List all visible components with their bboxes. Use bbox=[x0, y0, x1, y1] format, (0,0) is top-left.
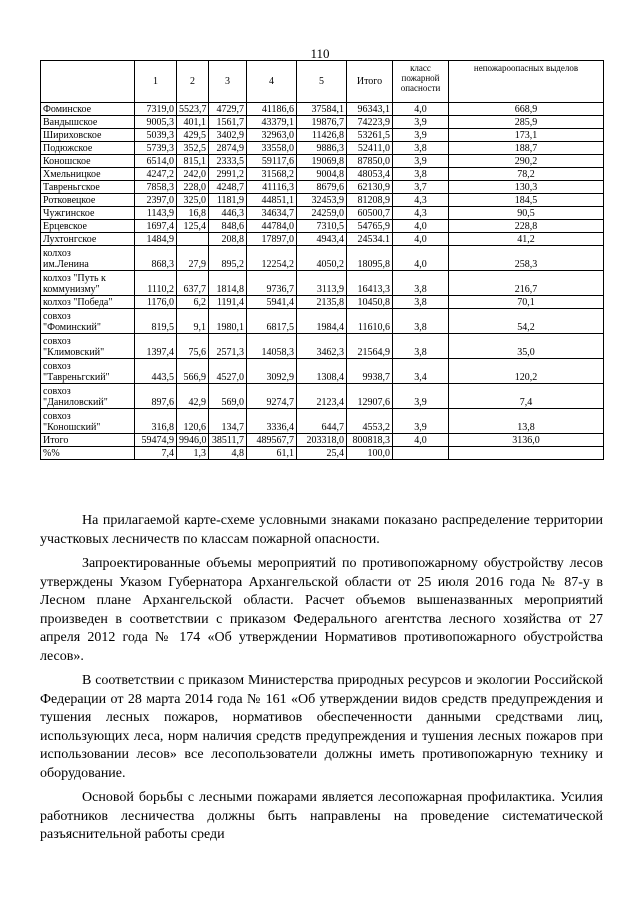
cell-name: совхоз "Тавреньгский" bbox=[41, 359, 135, 384]
cell-name: Подюжское bbox=[41, 142, 135, 155]
header-cell: 4 bbox=[247, 61, 297, 103]
cell-total: 21564,9 bbox=[347, 334, 393, 359]
cell-class-5: 3462,3 bbox=[297, 334, 347, 359]
cell-class-3: 2571,3 bbox=[209, 334, 247, 359]
cell-class-3: 38511,7 bbox=[209, 434, 247, 447]
table-row bbox=[41, 447, 604, 460]
cell-total: 100,0 bbox=[347, 447, 393, 460]
cell-name: Ротковецкое bbox=[41, 194, 135, 207]
table-row bbox=[41, 207, 604, 220]
cell-total: 16413,3 bbox=[347, 271, 393, 296]
cell-class-1: 59474,9 bbox=[135, 434, 177, 447]
table-row bbox=[41, 409, 604, 434]
cell-class-2: 429,5 bbox=[177, 129, 209, 142]
cell-class-5: 203318,0 bbox=[297, 434, 347, 447]
cell-total: 54765,9 bbox=[347, 220, 393, 233]
cell-fire-class: 3,9 bbox=[393, 409, 449, 434]
cell-class-4: 41186,6 bbox=[247, 103, 297, 116]
cell-class-2: 42,9 bbox=[177, 384, 209, 409]
table-row bbox=[41, 116, 604, 129]
page-number: 110 bbox=[310, 46, 330, 61]
cell-class-3: 2991,2 bbox=[209, 168, 247, 181]
cell-total: 11610,6 bbox=[347, 309, 393, 334]
table-row bbox=[41, 384, 604, 409]
cell-fire-class bbox=[393, 447, 449, 460]
cell-fire-class: 3,9 bbox=[393, 384, 449, 409]
cell-fire-class: 3,7 bbox=[393, 181, 449, 194]
cell-class-1: 7319,0 bbox=[135, 103, 177, 116]
cell-total: 12907,6 bbox=[347, 384, 393, 409]
cell-nonfire: 3136,0 bbox=[449, 434, 604, 447]
cell-class-4: 9274,7 bbox=[247, 384, 297, 409]
cell-nonfire: 130,3 bbox=[449, 181, 604, 194]
cell-name: Итого bbox=[41, 434, 135, 447]
cell-class-1: 4247,2 bbox=[135, 168, 177, 181]
cell-total: 800818,3 bbox=[347, 434, 393, 447]
cell-name: %% bbox=[41, 447, 135, 460]
cell-fire-class: 3,8 bbox=[393, 309, 449, 334]
cell-class-2: 401,1 bbox=[177, 116, 209, 129]
cell-class-4: 44784,0 bbox=[247, 220, 297, 233]
cell-class-3: 2333,5 bbox=[209, 155, 247, 168]
cell-class-2: 1,3 bbox=[177, 447, 209, 460]
cell-nonfire: 70,1 bbox=[449, 296, 604, 309]
cell-class-4: 44851,1 bbox=[247, 194, 297, 207]
cell-class-3: 3402,9 bbox=[209, 129, 247, 142]
cell-fire-class: 3,8 bbox=[393, 271, 449, 296]
cell-class-5: 37584,1 bbox=[297, 103, 347, 116]
header-cell: 2 bbox=[177, 61, 209, 103]
paragraph: На прилагаемой карте-схеме условными знаками показано распределение территории участковых лесничеств по классам пожарной опасности. bbox=[40, 513, 603, 547]
cell-class-1: 1176,0 bbox=[135, 296, 177, 309]
cell-total: 24534.1 bbox=[347, 233, 393, 246]
cell-class-3: 569,0 bbox=[209, 384, 247, 409]
cell-class-5: 19069,8 bbox=[297, 155, 347, 168]
cell-total: 87850,0 bbox=[347, 155, 393, 168]
cell-fire-class: 4,0 bbox=[393, 246, 449, 271]
cell-name: Тавреньгское bbox=[41, 181, 135, 194]
cell-class-5: 2135,8 bbox=[297, 296, 347, 309]
cell-nonfire: 258,3 bbox=[449, 246, 604, 271]
cell-nonfire: 173,1 bbox=[449, 129, 604, 142]
cell-class-5: 8679,6 bbox=[297, 181, 347, 194]
cell-class-2: 637,7 bbox=[177, 271, 209, 296]
table-row bbox=[41, 334, 604, 359]
cell-class-2: 125,4 bbox=[177, 220, 209, 233]
table-row bbox=[41, 359, 604, 384]
table-row bbox=[41, 129, 604, 142]
table-row bbox=[41, 309, 604, 334]
cell-name: колхоз им.Ленина bbox=[41, 246, 135, 271]
cell-class-4: 9736,7 bbox=[247, 271, 297, 296]
cell-class-5: 2123,4 bbox=[297, 384, 347, 409]
cell-total: 4553,2 bbox=[347, 409, 393, 434]
cell-class-4: 12254,2 bbox=[247, 246, 297, 271]
cell-class-1: 9005,3 bbox=[135, 116, 177, 129]
cell-class-4: 32963,0 bbox=[247, 129, 297, 142]
cell-class-1: 316,8 bbox=[135, 409, 177, 434]
cell-class-4: 41116,3 bbox=[247, 181, 297, 194]
cell-class-3: 4527,0 bbox=[209, 359, 247, 384]
cell-class-4: 33558,0 bbox=[247, 142, 297, 155]
cell-class-2: 325,0 bbox=[177, 194, 209, 207]
cell-name: совхоз "Коношский" bbox=[41, 409, 135, 434]
cell-class-1: 2397,0 bbox=[135, 194, 177, 207]
cell-total: 48053,4 bbox=[347, 168, 393, 181]
table-row bbox=[41, 233, 604, 246]
cell-class-1: 1143,9 bbox=[135, 207, 177, 220]
table-row bbox=[41, 155, 604, 168]
cell-class-3: 895,2 bbox=[209, 246, 247, 271]
cell-name: Вандышское bbox=[41, 116, 135, 129]
header-cell bbox=[41, 61, 135, 103]
cell-nonfire: 90,5 bbox=[449, 207, 604, 220]
cell-class-2: 815,1 bbox=[177, 155, 209, 168]
cell-class-3: 446,3 bbox=[209, 207, 247, 220]
cell-total: 74223,9 bbox=[347, 116, 393, 129]
cell-nonfire: 35,0 bbox=[449, 334, 604, 359]
cell-class-1: 1484,9 bbox=[135, 233, 177, 246]
cell-fire-class: 3,4 bbox=[393, 359, 449, 384]
cell-nonfire: 41,2 bbox=[449, 233, 604, 246]
cell-name: совхоз "Климовский" bbox=[41, 334, 135, 359]
header-cell: 3 bbox=[209, 61, 247, 103]
table-row bbox=[41, 296, 604, 309]
table-row bbox=[41, 194, 604, 207]
cell-total: 10450,8 bbox=[347, 296, 393, 309]
header-cell: непожароопасных выделов bbox=[449, 61, 604, 103]
cell-total: 62130,9 bbox=[347, 181, 393, 194]
cell-class-2: 566,9 bbox=[177, 359, 209, 384]
cell-name: Коношское bbox=[41, 155, 135, 168]
cell-fire-class: 4,3 bbox=[393, 207, 449, 220]
cell-total: 81208,9 bbox=[347, 194, 393, 207]
cell-name: совхоз "Даниловский" bbox=[41, 384, 135, 409]
body-text bbox=[40, 512, 603, 851]
cell-fire-class: 3,8 bbox=[393, 296, 449, 309]
cell-class-4: 61,1 bbox=[247, 447, 297, 460]
fire-class-table bbox=[40, 60, 604, 460]
cell-nonfire: 290,2 bbox=[449, 155, 604, 168]
cell-nonfire: 285,9 bbox=[449, 116, 604, 129]
cell-class-5: 19876,7 bbox=[297, 116, 347, 129]
cell-class-3: 4729,7 bbox=[209, 103, 247, 116]
paragraph: Запроектированные объемы мероприятий по противопожарному обустройству лесов утверждены Указом Губернатора Архангельской области от 25 июля 2016 года № 87-у в Лесном плане Архангельской области. Расчет объемов вышеназванных мероприятий произведен в соответствии с приказом Федерального агентства лесного хозяйства от 27 апреля 2012 года № 174 «Об утверждении Нормативов противопожарного обустройства лесов». bbox=[40, 556, 603, 664]
cell-class-1: 7,4 bbox=[135, 447, 177, 460]
cell-class-2: 16,8 bbox=[177, 207, 209, 220]
cell-fire-class: 3,9 bbox=[393, 129, 449, 142]
cell-name: совхоз "Фоминский" bbox=[41, 309, 135, 334]
cell-class-5: 25,4 bbox=[297, 447, 347, 460]
cell-class-5: 9886,3 bbox=[297, 142, 347, 155]
cell-class-5: 4943,4 bbox=[297, 233, 347, 246]
cell-total: 53261,5 bbox=[347, 129, 393, 142]
table-body bbox=[41, 103, 604, 460]
cell-class-4: 31568,2 bbox=[247, 168, 297, 181]
paragraph: В соответствии с приказом Министерства природных ресурсов и экологии Российской Федерации от 28 марта 2014 года № 161 «Об утверждении видов средств предупреждения и тушения лесных пожаров, нормативов обеспеченности данными средствами лиц, использующих леса, норм наличия средств предупреждения и тушения лесных пожаров при использовании лесов» все лесопользователи должны иметь противопожарную технику и оборудование. bbox=[40, 673, 603, 781]
cell-class-4: 6817,5 bbox=[247, 309, 297, 334]
cell-name: колхоз "Путь к коммунизму" bbox=[41, 271, 135, 296]
cell-class-5: 1308,4 bbox=[297, 359, 347, 384]
table-row bbox=[41, 103, 604, 116]
cell-class-4: 14058,3 bbox=[247, 334, 297, 359]
cell-class-3: 1980,1 bbox=[209, 309, 247, 334]
table-row bbox=[41, 220, 604, 233]
cell-class-4: 5941,4 bbox=[247, 296, 297, 309]
cell-class-4: 59117,6 bbox=[247, 155, 297, 168]
cell-class-3: 4,8 bbox=[209, 447, 247, 460]
cell-class-5: 644,7 bbox=[297, 409, 347, 434]
cell-total: 18095,8 bbox=[347, 246, 393, 271]
cell-class-2 bbox=[177, 233, 209, 246]
table-row bbox=[41, 181, 604, 194]
cell-fire-class: 4,0 bbox=[393, 220, 449, 233]
cell-class-2: 352,5 bbox=[177, 142, 209, 155]
cell-class-5: 11426,8 bbox=[297, 129, 347, 142]
cell-class-3: 1814,8 bbox=[209, 271, 247, 296]
cell-total: 96343,1 bbox=[347, 103, 393, 116]
cell-nonfire: 228,8 bbox=[449, 220, 604, 233]
cell-class-2: 6,2 bbox=[177, 296, 209, 309]
cell-class-3: 4248,7 bbox=[209, 181, 247, 194]
cell-nonfire: 668,9 bbox=[449, 103, 604, 116]
cell-class-1: 1397,4 bbox=[135, 334, 177, 359]
cell-fire-class: 4,0 bbox=[393, 103, 449, 116]
cell-class-2: 228,0 bbox=[177, 181, 209, 194]
cell-total: 60500,7 bbox=[347, 207, 393, 220]
cell-class-3: 208,8 bbox=[209, 233, 247, 246]
cell-class-2: 9946,0 bbox=[177, 434, 209, 447]
cell-name: Фоминское bbox=[41, 103, 135, 116]
cell-nonfire: 188,7 bbox=[449, 142, 604, 155]
cell-total: 52411,0 bbox=[347, 142, 393, 155]
cell-fire-class: 4,0 bbox=[393, 233, 449, 246]
cell-class-2: 242,0 bbox=[177, 168, 209, 181]
cell-class-4: 489567,7 bbox=[247, 434, 297, 447]
cell-class-5: 4050,2 bbox=[297, 246, 347, 271]
table-row bbox=[41, 271, 604, 296]
cell-class-1: 1697,4 bbox=[135, 220, 177, 233]
cell-nonfire: 120,2 bbox=[449, 359, 604, 384]
cell-class-1: 819,5 bbox=[135, 309, 177, 334]
cell-class-1: 6514,0 bbox=[135, 155, 177, 168]
cell-class-2: 9,1 bbox=[177, 309, 209, 334]
cell-class-5: 24259,0 bbox=[297, 207, 347, 220]
cell-class-1: 868,3 bbox=[135, 246, 177, 271]
cell-class-1: 5739,3 bbox=[135, 142, 177, 155]
paragraph: Основой борьбы с лесными пожарами является лесопожарная профилактика. Усилия работников лесничества должны быть направлены на проведение систематической разъяснительной работы среди bbox=[40, 790, 603, 842]
cell-nonfire: 78,2 bbox=[449, 168, 604, 181]
table-row bbox=[41, 142, 604, 155]
table-row bbox=[41, 168, 604, 181]
cell-name: Хмельницкое bbox=[41, 168, 135, 181]
cell-fire-class: 3,8 bbox=[393, 142, 449, 155]
cell-class-4: 34634,7 bbox=[247, 207, 297, 220]
cell-nonfire: 216,7 bbox=[449, 271, 604, 296]
cell-fire-class: 3,9 bbox=[393, 155, 449, 168]
cell-total: 9938,7 bbox=[347, 359, 393, 384]
cell-name: Лухтонгское bbox=[41, 233, 135, 246]
cell-nonfire: 54,2 bbox=[449, 309, 604, 334]
cell-class-2: 75,6 bbox=[177, 334, 209, 359]
cell-class-2: 5523,7 bbox=[177, 103, 209, 116]
cell-name: Шириховское bbox=[41, 129, 135, 142]
cell-fire-class: 3,8 bbox=[393, 334, 449, 359]
cell-class-3: 1561,7 bbox=[209, 116, 247, 129]
cell-class-1: 1110,2 bbox=[135, 271, 177, 296]
cell-class-1: 897,6 bbox=[135, 384, 177, 409]
cell-nonfire: 184,5 bbox=[449, 194, 604, 207]
cell-fire-class: 4,0 bbox=[393, 434, 449, 447]
cell-fire-class: 3,9 bbox=[393, 116, 449, 129]
cell-class-5: 1984,4 bbox=[297, 309, 347, 334]
table-header-row bbox=[41, 61, 604, 103]
cell-class-3: 1191,4 bbox=[209, 296, 247, 309]
cell-nonfire: 13,8 bbox=[449, 409, 604, 434]
cell-class-3: 2874,9 bbox=[209, 142, 247, 155]
cell-class-5: 7310,5 bbox=[297, 220, 347, 233]
header-cell: Итого bbox=[347, 61, 393, 103]
cell-name: Чужгинское bbox=[41, 207, 135, 220]
cell-class-5: 3113,9 bbox=[297, 271, 347, 296]
header-cell: 5 bbox=[297, 61, 347, 103]
cell-name: Ерцевское bbox=[41, 220, 135, 233]
header-cell: класс пожарной опасности bbox=[393, 61, 449, 103]
cell-class-3: 848,6 bbox=[209, 220, 247, 233]
cell-class-2: 120,6 bbox=[177, 409, 209, 434]
cell-class-4: 3336,4 bbox=[247, 409, 297, 434]
cell-class-1: 443,5 bbox=[135, 359, 177, 384]
cell-class-1: 7858,3 bbox=[135, 181, 177, 194]
cell-class-1: 5039,3 bbox=[135, 129, 177, 142]
cell-class-3: 1181,9 bbox=[209, 194, 247, 207]
cell-class-5: 9004,8 bbox=[297, 168, 347, 181]
cell-class-5: 32453,9 bbox=[297, 194, 347, 207]
cell-class-4: 3092,9 bbox=[247, 359, 297, 384]
cell-nonfire: 7,4 bbox=[449, 384, 604, 409]
table-row bbox=[41, 434, 604, 447]
cell-class-3: 134,7 bbox=[209, 409, 247, 434]
cell-nonfire bbox=[449, 447, 604, 460]
cell-fire-class: 3,8 bbox=[393, 168, 449, 181]
cell-class-4: 17897,0 bbox=[247, 233, 297, 246]
cell-class-4: 43379,1 bbox=[247, 116, 297, 129]
cell-fire-class: 4,3 bbox=[393, 194, 449, 207]
table-row bbox=[41, 246, 604, 271]
header-cell: 1 bbox=[135, 61, 177, 103]
cell-name: колхоз "Победа" bbox=[41, 296, 135, 309]
cell-class-2: 27,9 bbox=[177, 246, 209, 271]
